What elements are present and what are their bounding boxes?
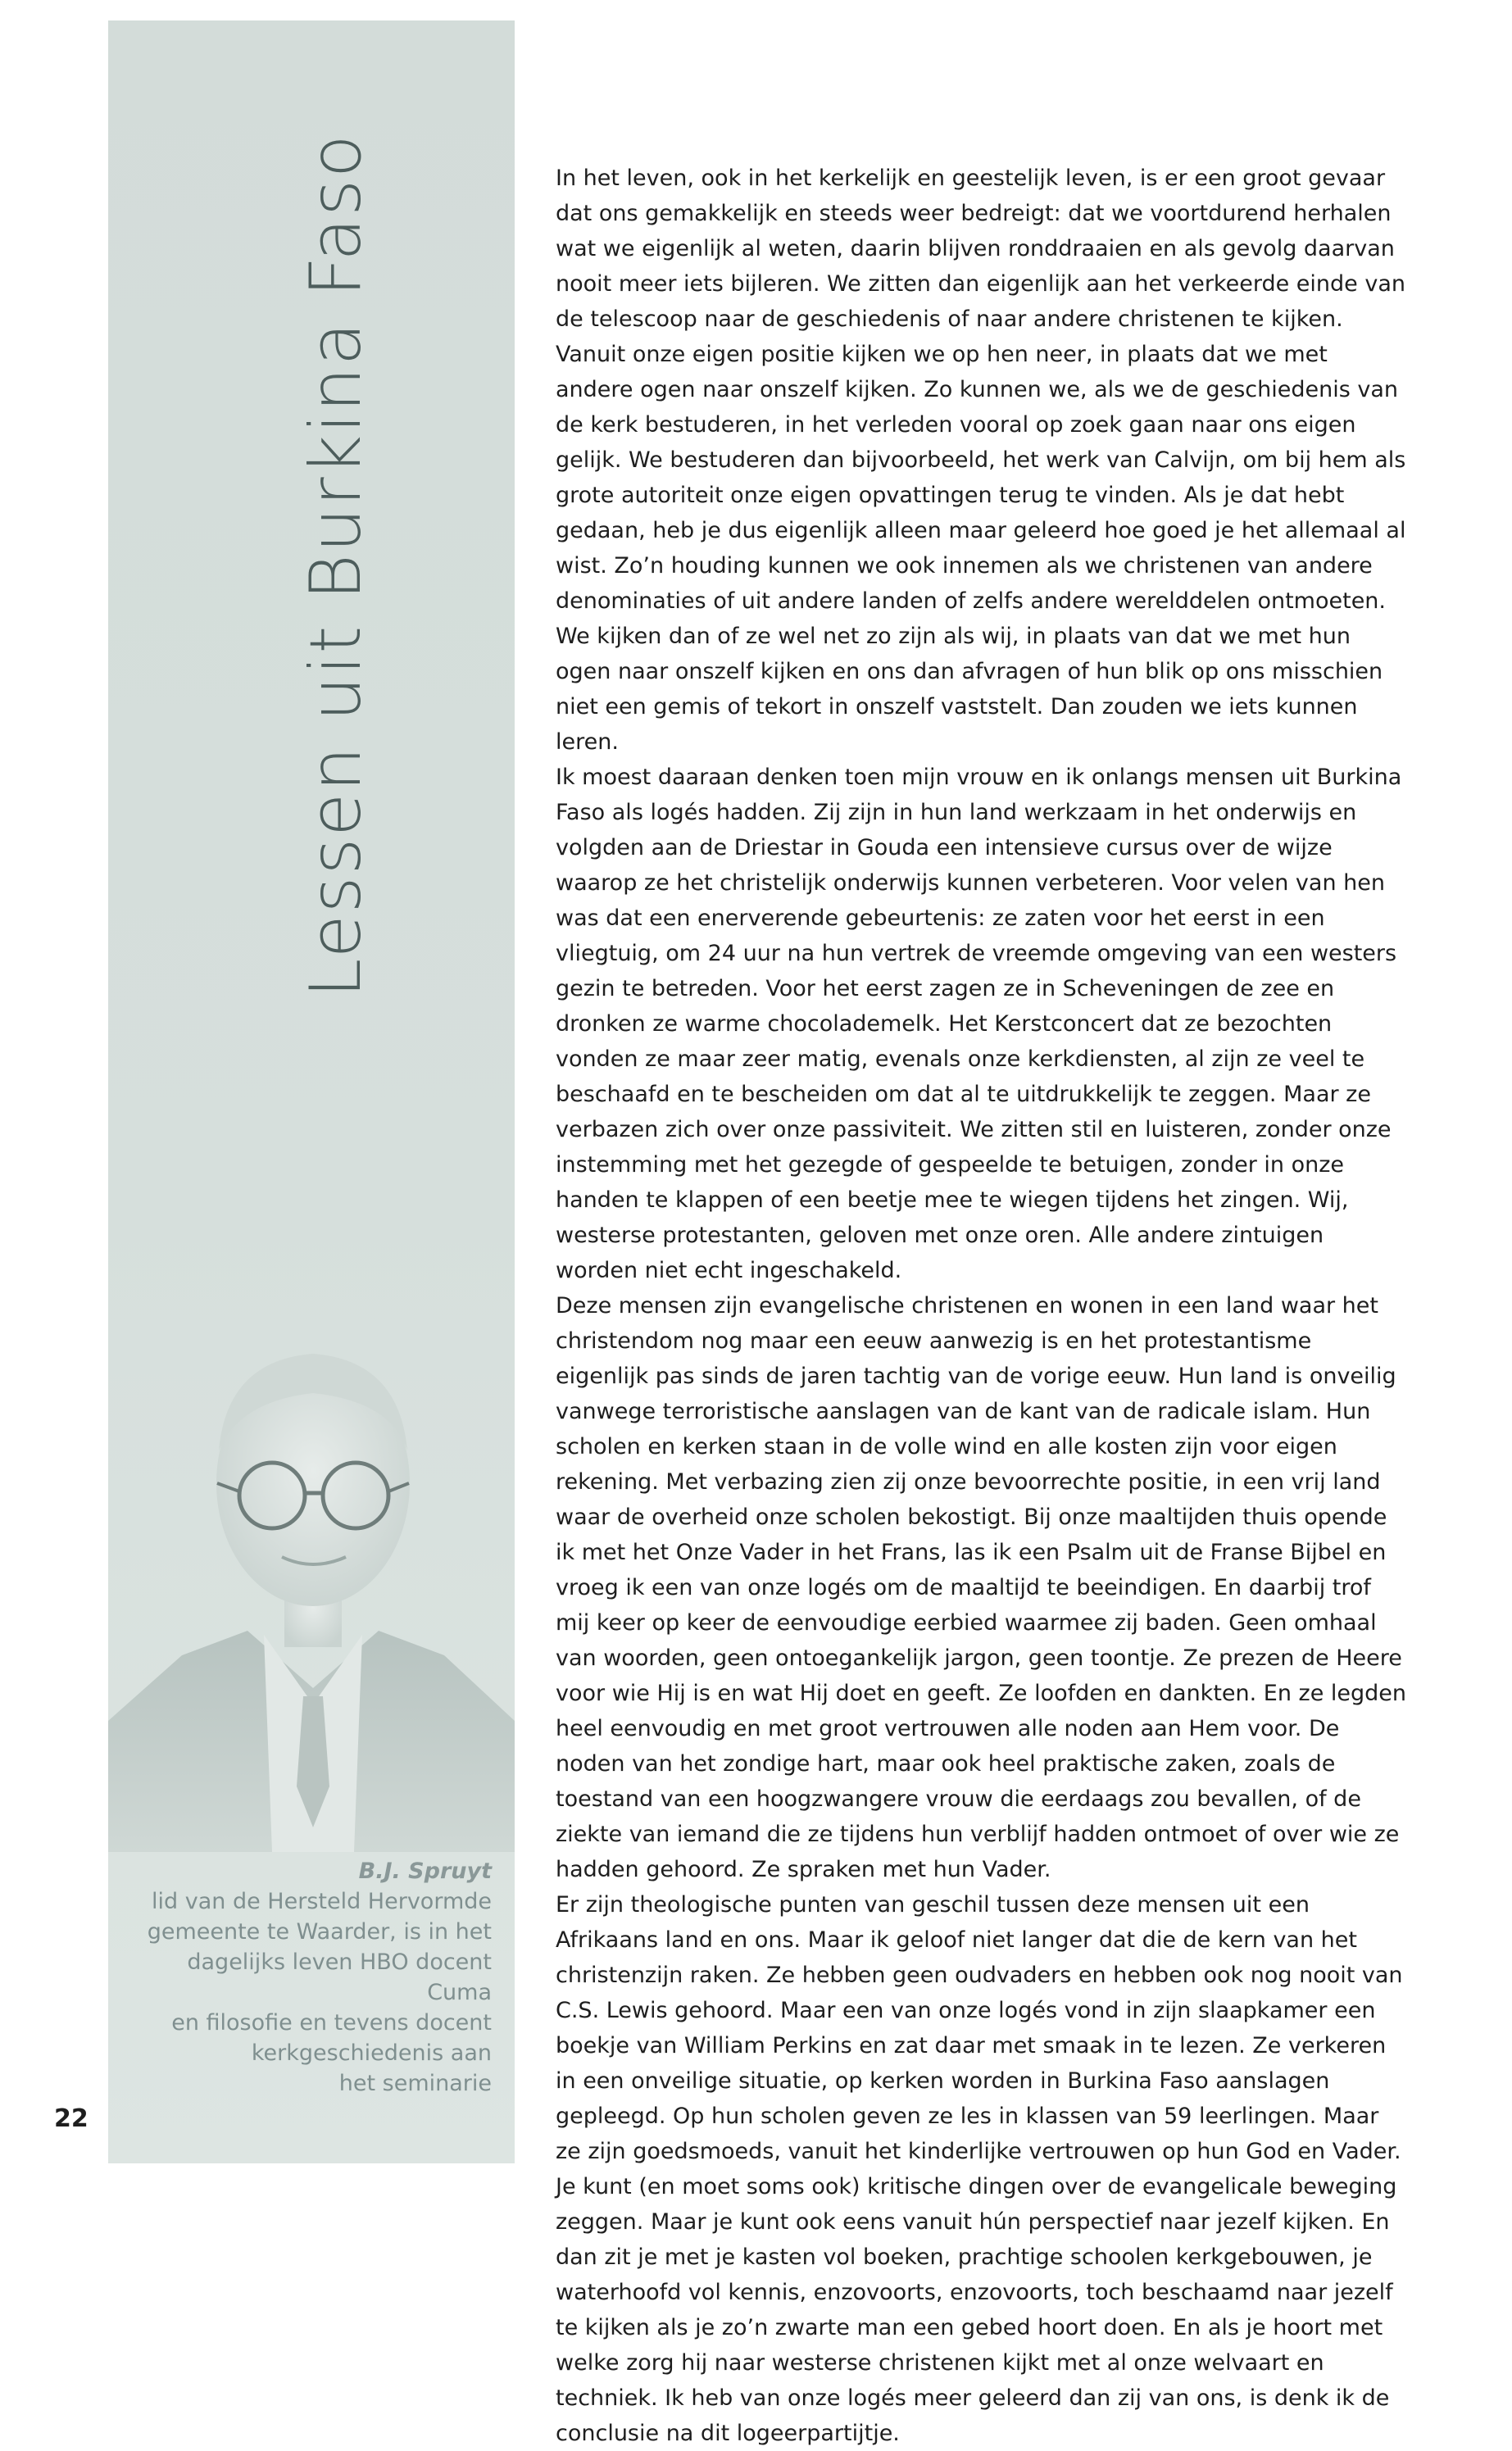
article-title: Lessen uit Burkina Faso: [295, 133, 377, 998]
title-container: [270, 133, 402, 998]
author-portrait: [108, 1262, 515, 1852]
author-bio: lid van de Hersteld Hervormde gemeente te Waarder, is in het dagelijks leven HBO docent Cuma en filosofie en tevens docent kerkgeschiedenis aan het seminarie: [147, 1889, 492, 2096]
paragraph: Deze mensen zijn evangelische christenen en wonen in een land waar het christendom nog maar een eeuw aanwezig is en het protestantisme eigenlijk pas sinds de jaren tachtig van de vorige eeuw. Hun land is onveilig vanwege terroristische aanslagen van de kant van de radicale islam. Hun scholen en kerken staan in de volle wind en alle kosten zijn voor eigen rekening. Met verbazing zien zij onze bevoorrechte positie, in een vrij land waar de overheid onze scholen bekostigt. Bij onze maaltijden thuis opende ik met het Onze Vader in het Frans, las ik een Psalm uit de Franse Bijbel en vroeg ik een van onze logés om de maaltijd te beeindigen. En daarbij trof mij keer op keer de eenvoudige eerbied waarmee zij baden. Geen omhaal van woorden, geen ontoegankelijk jargon, geen toontje. Ze prezen de Heere voor wie Hij is en wat Hij doet en geeft. Ze loofden en dankten. En ze legden heel eenvoudig en met groot vertrouwen alle noden aan Hem voor. De noden van het zondige hart, maar ook heel praktische zaken, zoals de toestand van een hoogzwangere vrouw die eerdaags zou bevallen, of de ziekte van iemand die ze tijdens hun verblijf hadden ontmoet of over wie ze hadden gehoord. Ze spraken met hun Vader.: [556, 1293, 1407, 1882]
paragraph: Er zijn theologische punten van geschil tussen deze mensen uit een Afrikaans land en ons. Maar ik geloof niet langer dat die de kern van het christenzijn raken. Ze hebben geen oudvaders en hebben ook nog nooit van C.S. Lewis gehoord. Maar een van onze logés vond in zijn slaapkamer een boekje van William Perkins en zat daar met smaak in te lezen. Ze verkeren in een onveilige situatie, op kerken worden in Burkina Faso aanslagen gepleegd. Op hun scholen geven ze les in klassen van 59 leerlingen. Maar ze zijn goedsmoeds, vanuit het kinderlijke vertrouwen op hun God en Vader. Je kunt (en moet soms ook) kritische dingen over de evangelicale beweging zeggen. Maar je kunt ook eens vanuit hún perspectief naar jezelf kijken. En dan zit je met je kasten vol boeken, prachtige schoolen kerkgebouwen, je waterhoofd vol kennis, enzovoorts, enzovoorts, toch beschaamd naar jezelf te kijken als je zo’n zwarte man een gebed hoort doen. En als je hoort met welke zorg hij naar westerse christenen kijkt met al onze welvaart en techniek. Ik heb van onze logés meer geleerd dan zij van ons, is denk ik de conclusie na dit logeerpartijtje.: [556, 1892, 1403, 2446]
paragraph: In het leven, ook in het kerkelijk en geestelijk leven, is er een groot gevaar dat ons gemakkelijk en steeds weer bedreigt: dat we voortdurend herhalen wat we eigenlijk al weten, daarin blijven ronddraaien en als gevolg daarvan nooit meer iets bijleren. We zitten dan eigenlijk aan het verkeerde einde van de telescoop naar de geschiedenis of naar andere christenen te kijken. Vanuit onze eigen positie kijken we op hen neer, in plaats dat we met andere ogen naar onszelf kijken. Zo kunnen we, als we de geschiedenis van de kerk bestuderen, in het verleden vooral op zoek gaan naar ons eigen gelijk. We bestuderen dan bijvoorbeeld, het werk van Calvijn, om bij hem als grote autoriteit onze eigen opvattingen terug te vinden. Als je dat hebt gedaan, heb je dus eigenlijk alleen maar geleerd hoe goed je het allemaal al wist. Zo’n houding kunnen we ook innemen als we christenen van andere denominaties of uit andere landen of zelfs andere werelddelen ontmoeten. We kijken dan of ze wel net zo zijn als wij, in plaats van dat we met hun ogen naar onszelf kijken en ons dan afvragen of hun blik op ons misschien niet een gemis of tekort in onszelf vaststelt. Dan zouden we iets kunnen leren.: [556, 166, 1406, 755]
paragraph: Ik moest daaraan denken toen mijn vrouw en ik onlangs mensen uit Burkina Faso als logés hadden. Zij zijn in hun land werkzaam in het onderwijs en volgden aan de Driestar in Gouda een intensieve cursus over de wijze waarop ze het christelijk onderwijs kunnen verbeteren. Voor velen van hen was dat een enerverende gebeurtenis: ze zaten voor het eerst in een vliegtuig, om 24 uur na hun vertrek de vreemde omgeving van een westers gezin te betreden. Voor het eerst zagen ze in Scheveningen de zee en dronken ze warme chocolademelk. Het Kerstconcert dat ze bezochten vonden ze maar zeer matig, evenals onze kerkdiensten, al zijn ze veel te beschaafd en te bescheiden om dat al te uitdrukkelijk te zeggen. Maar ze verbazen zich over onze passiviteit. We zitten stil en luisteren, zonder onze instemming met het gezegde of gespeelde te betuigen, zonder in onze handen te klappen of een beetje mee te wiegen tijdens het zingen. Wij, westerse protestanten, geloven met onze oren. Alle andere zintuigen worden niet echt ingeschakeld.: [556, 765, 1402, 1283]
author-caption: [131, 1856, 492, 2099]
author-name: B.J. Spruyt: [358, 1859, 492, 1884]
article-body: [556, 161, 1408, 2451]
page-number: 22: [54, 2104, 89, 2133]
